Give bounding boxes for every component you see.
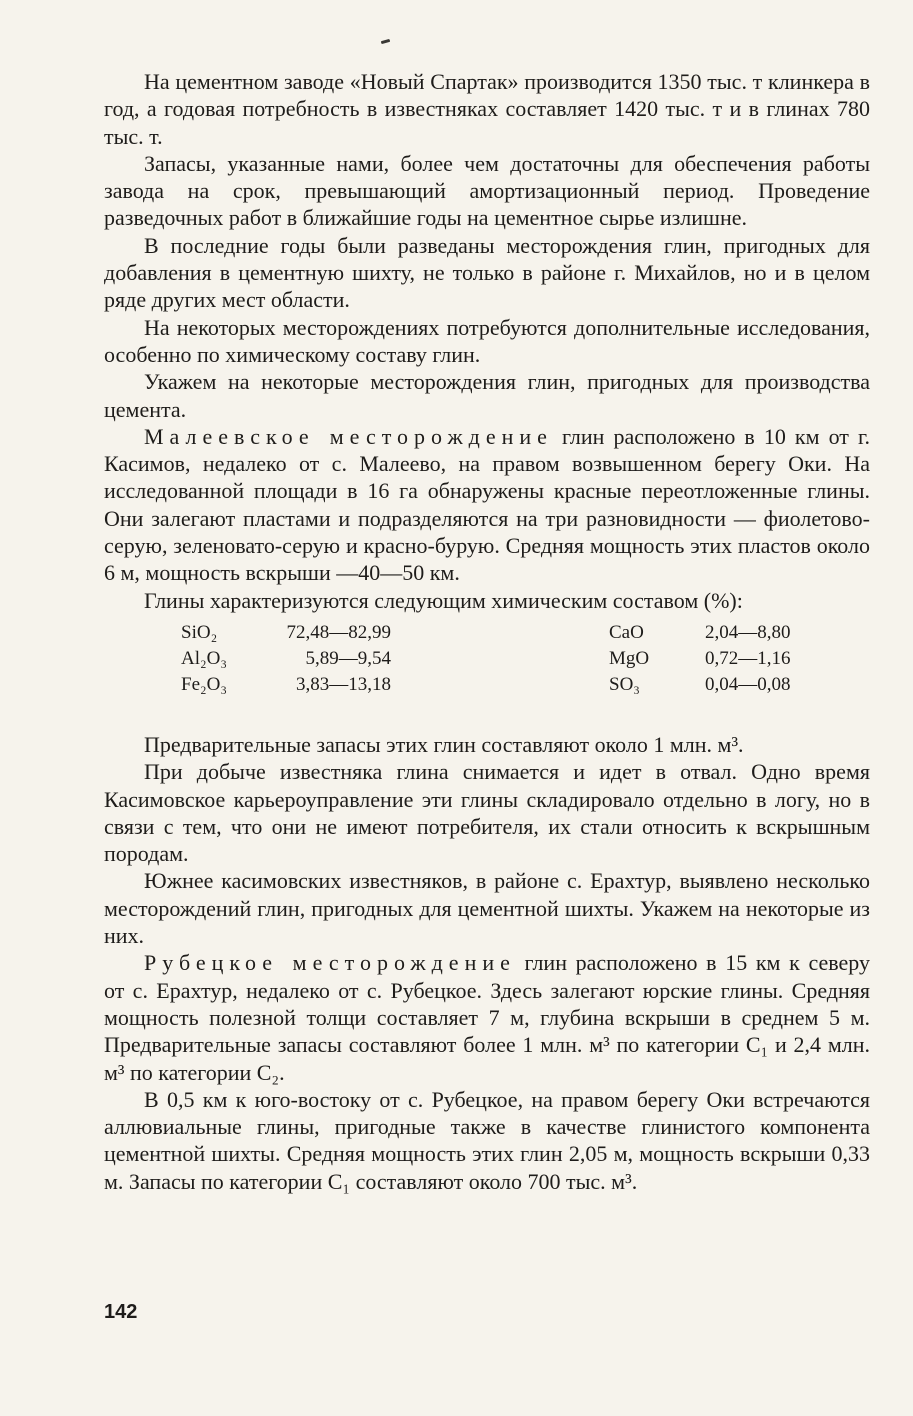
paragraph-recent-explorations: В последние годы были разведаны месторождения глин, пригодных для добавления в цементную шихту, не только в районе г. Михайлов, но и в целом ряде других мест области. — [104, 232, 870, 313]
paragraph-overburden: При добыче известняка глина снимается и идет в отвал. Одно время Касимовское карьероуправление эти глины складировало отдельно в логу, но в связи с тем, что они не имеют потребителя, их стали относить к вскрышным породам. — [104, 759, 870, 867]
paragraph-maleevskoe — [104, 423, 870, 587]
oxide-value: 3,83—13,18 — [296, 673, 391, 695]
paragraph-preliminary-reserves: Предварительные запасы этих глин составляют около 1 млн. м³. — [144, 731, 744, 757]
oxide-name: SO₃ — [609, 673, 640, 695]
paragraph-rubetskoe — [104, 949, 870, 1085]
paragraph-composition-intro: Глины характеризуются следующим химическим составом (%): — [144, 587, 743, 613]
chemical-composition-table — [181, 620, 870, 698]
oxide-name: Fe₂O₃ — [181, 673, 227, 695]
paragraph-alluvial-clays: В 0,5 км к юго-востоку от с. Рубецкое, на правом берегу Оки встречаются аллювиальные глины, пригодные также в качестве глинистого компонента цементной шихты. Средняя мощность этих глин 2,05 м, мощность вскрыши 0,33 м. Запасы по категории C₁ составляют около 700 тыс. м³. — [104, 1086, 870, 1194]
oxide-value: 0,72—1,16 — [705, 647, 791, 669]
oxide-name: CaO — [609, 621, 644, 643]
rubetskoe-heading: Рубецкое месторождение — [144, 950, 516, 976]
oxide-value: 72,48—82,99 — [286, 621, 391, 643]
oxide-name: SiO₂ — [181, 621, 218, 643]
paragraph-reserves: Запасы, указанные нами, более чем достаточны для обеспечения работы завода на срок, превышающий амортизационный период. Проведение разведочных работ в ближайшие годы на цементное сырье излишне. — [104, 150, 870, 231]
paragraph-deposits-intro: Укажем на некоторые месторождения глин, пригодных для производства цемента. — [104, 369, 870, 422]
page-body — [104, 68, 870, 1195]
paragraph-plant-output: На цементном заводе «Новый Спартак» производится 1350 тыс. т клинкера в год, а годовая потребность в известняках составляет 1420 тыс. т и в глинах 780 тыс. т. — [104, 69, 870, 149]
paragraph-erakhtur: Южнее касимовских известняков, в районе с. Ерахтур, выявлено несколько месторождений глин, пригодных для цементной шихты. Укажем на некоторые из них. — [104, 868, 870, 949]
oxide-value: 2,04—8,80 — [705, 621, 791, 643]
page-number: 142 — [104, 1301, 138, 1323]
paragraph-additional-research: На некоторых месторождениях потребуются дополнительные исследования, особенно по химическому составу глин. — [104, 314, 870, 367]
printer-mark — [381, 39, 390, 44]
rubetskoe-text: глин расположено в 15 км к северу от с. Ерахтур, недалеко от с. Рубецкое. Здесь залегают юрские глины. Средняя мощность полезной толщи составляет 7 м, глубина вскрыши в среднем 5 м. Предварительные запасы составляют более 1 млн. м³ по категории C₁ и 2,4 млн. м³ по категории C₂. — [104, 950, 870, 1085]
maleevskoe-text: глин расположено в 10 км от г. Касимов, недалеко от с. Малеево, на правом возвышенном берегу Оки. На исследованной площади в 16 га обнаружены красные переотложенные глины. Они залегают пластами и подразделяются на три разновидности — фиолетово-серую, зеленовато-серую и красно-бурую. Средняя мощность этих пластов около 6 м, мощность вскрыши —40—50 км. — [104, 423, 870, 586]
oxide-value: 5,89—9,54 — [305, 647, 391, 669]
oxide-value: 0,04—0,08 — [705, 673, 791, 695]
maleevskoe-heading: Малеевское месторождение — [144, 423, 553, 449]
oxide-name: Al₂O₃ — [181, 647, 227, 669]
oxide-name: MgO — [609, 647, 650, 669]
